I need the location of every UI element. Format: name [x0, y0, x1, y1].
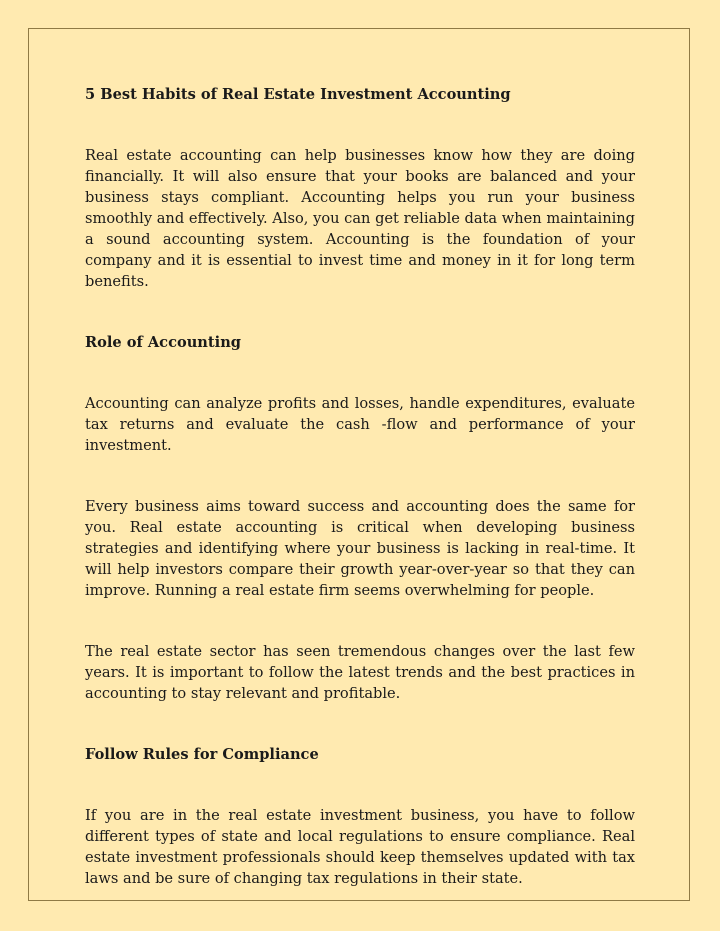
role-paragraph-2: Every business aims toward success and accounting does the same for you. Real estate accounting is critical when developing business strategies and identifying where your business is lacking in real-time. It will help investors compare their growth year-over-year so that they can improve. Running a real estate firm seems overwhelming for people.: [85, 498, 635, 599]
section-heading-compliance: Follow Rules for Compliance: [85, 746, 319, 763]
intro-paragraph: Real estate accounting can help businesses know how they are doing financially. It will also ensure that your books are balanced and your business stays compliant. Accounting helps you run your business smoothly and effectively. Also, you can get reliable data when maintaining a sound accounting system. Accounting is the foundation of your company and it is essential to invest time and money in it for long term benefits.: [85, 147, 635, 290]
section-heading-role: Role of Accounting: [85, 334, 242, 351]
document-title: 5 Best Habits of Real Estate Investment Accounting: [85, 86, 511, 103]
role-paragraph-3: The real estate sector has seen tremendous changes over the last few years. It is important to follow the latest trends and the best practices in accounting to stay relevant and profitable.: [85, 643, 635, 702]
compliance-paragraph-1: If you are in the real estate investment business, you have to follow different types of state and local regulations to ensure compliance. Real estate investment professionals should keep themselves updated with tax laws and be sure of changing tax regulations in their state.: [85, 807, 635, 887]
role-paragraph-1: Accounting can analyze profits and losses, handle expenditures, evaluate tax returns and evaluate the cash -flow and performance of your investment.: [85, 395, 635, 454]
document-body: [85, 84, 635, 929]
